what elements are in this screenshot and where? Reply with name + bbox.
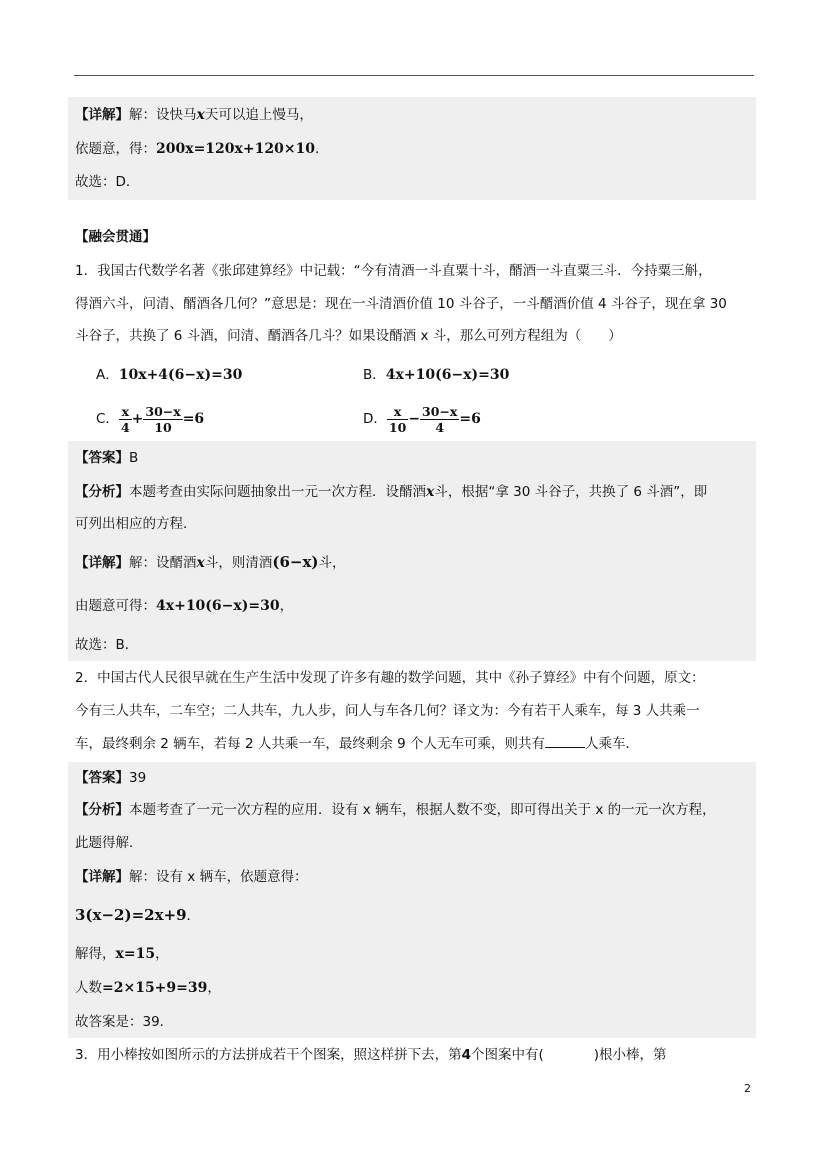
detail-label: 【详解】 <box>75 107 129 123</box>
q1-detail-1: 【详解】解：设醑酒x斗，则清酒(6−x)斗， <box>75 553 346 571</box>
q3-line-1: 3．用小棒按如图所示的方法拼成若干个图案，照这样拼下去，第4个图案中有( )根小棒，第 <box>75 1047 667 1063</box>
option-b: B．4x+10(6−x)=30 <box>363 367 510 383</box>
q1-line-1: 1．我国古代数学名著《张邱建算经》中记载：“今有清酒一斗直粟十斗，醑酒一斗直粟三斗．今持粟三斛， <box>75 263 712 279</box>
fraction: $\frac{30-x}{4}$ <box>422 403 458 435</box>
q1-answer: 【答案】B <box>75 450 139 466</box>
q2-equation-2: 解得，x=15， <box>75 946 169 962</box>
q2-equation-3: 人数=2×15+9=39， <box>75 980 221 996</box>
option-d: D． $\frac{x}{10}$ − $\frac{30-x}{4}$ =6 <box>363 403 481 435</box>
fraction: $\frac{x}{10}$ <box>388 403 407 435</box>
equation-line: 依题意，得：200x=120x+120×10． <box>75 141 329 157</box>
solution-box-2 <box>68 441 756 661</box>
option-c: C． $\frac{x}{4}$ + $\frac{30-x}{10}$ =6 <box>96 403 205 435</box>
q2-final: 故答案是：39． <box>75 1014 174 1030</box>
q1-choice: 故选：B． <box>75 637 139 653</box>
q1-line-2: 得酒六斗，问清、醑酒各几何？”意思是：现在一斗清酒价值 10 斗谷子，一斗醑酒价值 4 斗谷子，现在拿 30 <box>75 296 727 312</box>
header-rule <box>74 75 754 76</box>
equation: 4x+10(6−x)=30 <box>156 598 280 614</box>
q2-analysis-2: 此题得解． <box>75 835 143 851</box>
q2-line-2: 今有三人共车，二车空；二人共车，九人步，问人与车各几何？译文为：今有若干人乘车，每 3 人共乘一 <box>75 703 700 719</box>
q2-detail-1: 【详解】解：设有 x 辆车，依题意得： <box>75 869 308 885</box>
detail-line: 【详解】解：设快马x天可以追上慢马， <box>75 107 313 123</box>
option-a: A．10x+4(6−x)=30 <box>96 367 243 383</box>
q2-line-3: 车，最终剩余 2 辆车，若每 2 人共乘一车，最终剩余 9 个人无车可乘，则共有 人乘车． <box>75 733 639 754</box>
equation: 200x=120x+120×10 <box>156 141 316 157</box>
section-heading: 【融会贯通】 <box>75 229 156 245</box>
q2-answer: 【答案】39 <box>75 770 147 786</box>
q2-line-1: 2．中国古代人民很早就在生产生活中发现了许多有趣的数学问题，其中《孙子算经》中有个问题，原文： <box>75 670 705 686</box>
choice-line: 故选：D． <box>75 174 140 190</box>
q1-analysis-1: 【分析】本题考查由实际问题抽象出一元一次方程．设醑酒x斗，根据“拿 30 斗谷子，共换了 6 斗酒”，即 <box>75 484 708 500</box>
q1-analysis-2: 可列出相应的方程． <box>75 516 197 532</box>
answer-blank <box>545 733 585 748</box>
q1-line-3: 斗谷子，共换了 6 斗酒，问清、醑酒各几斗？如果设醑酒 x 斗，那么可列方程组为（ ） <box>75 328 622 344</box>
page-number: 2 <box>744 1082 751 1095</box>
q2-equation-1: 3(x−2)=2x+9． <box>75 906 201 924</box>
q1-detail-2: 由题意可得：4x+10(6−x)=30， <box>75 598 294 614</box>
q2-analysis-1: 【分析】本题考查了一元一次方程的应用．设有 x 辆车，根据人数不变，即可得出关于 x 的一元一次方程， <box>75 802 716 818</box>
fraction: $\frac{x}{4}$ <box>120 403 130 435</box>
fraction: $\frac{30-x}{10}$ <box>145 403 181 435</box>
